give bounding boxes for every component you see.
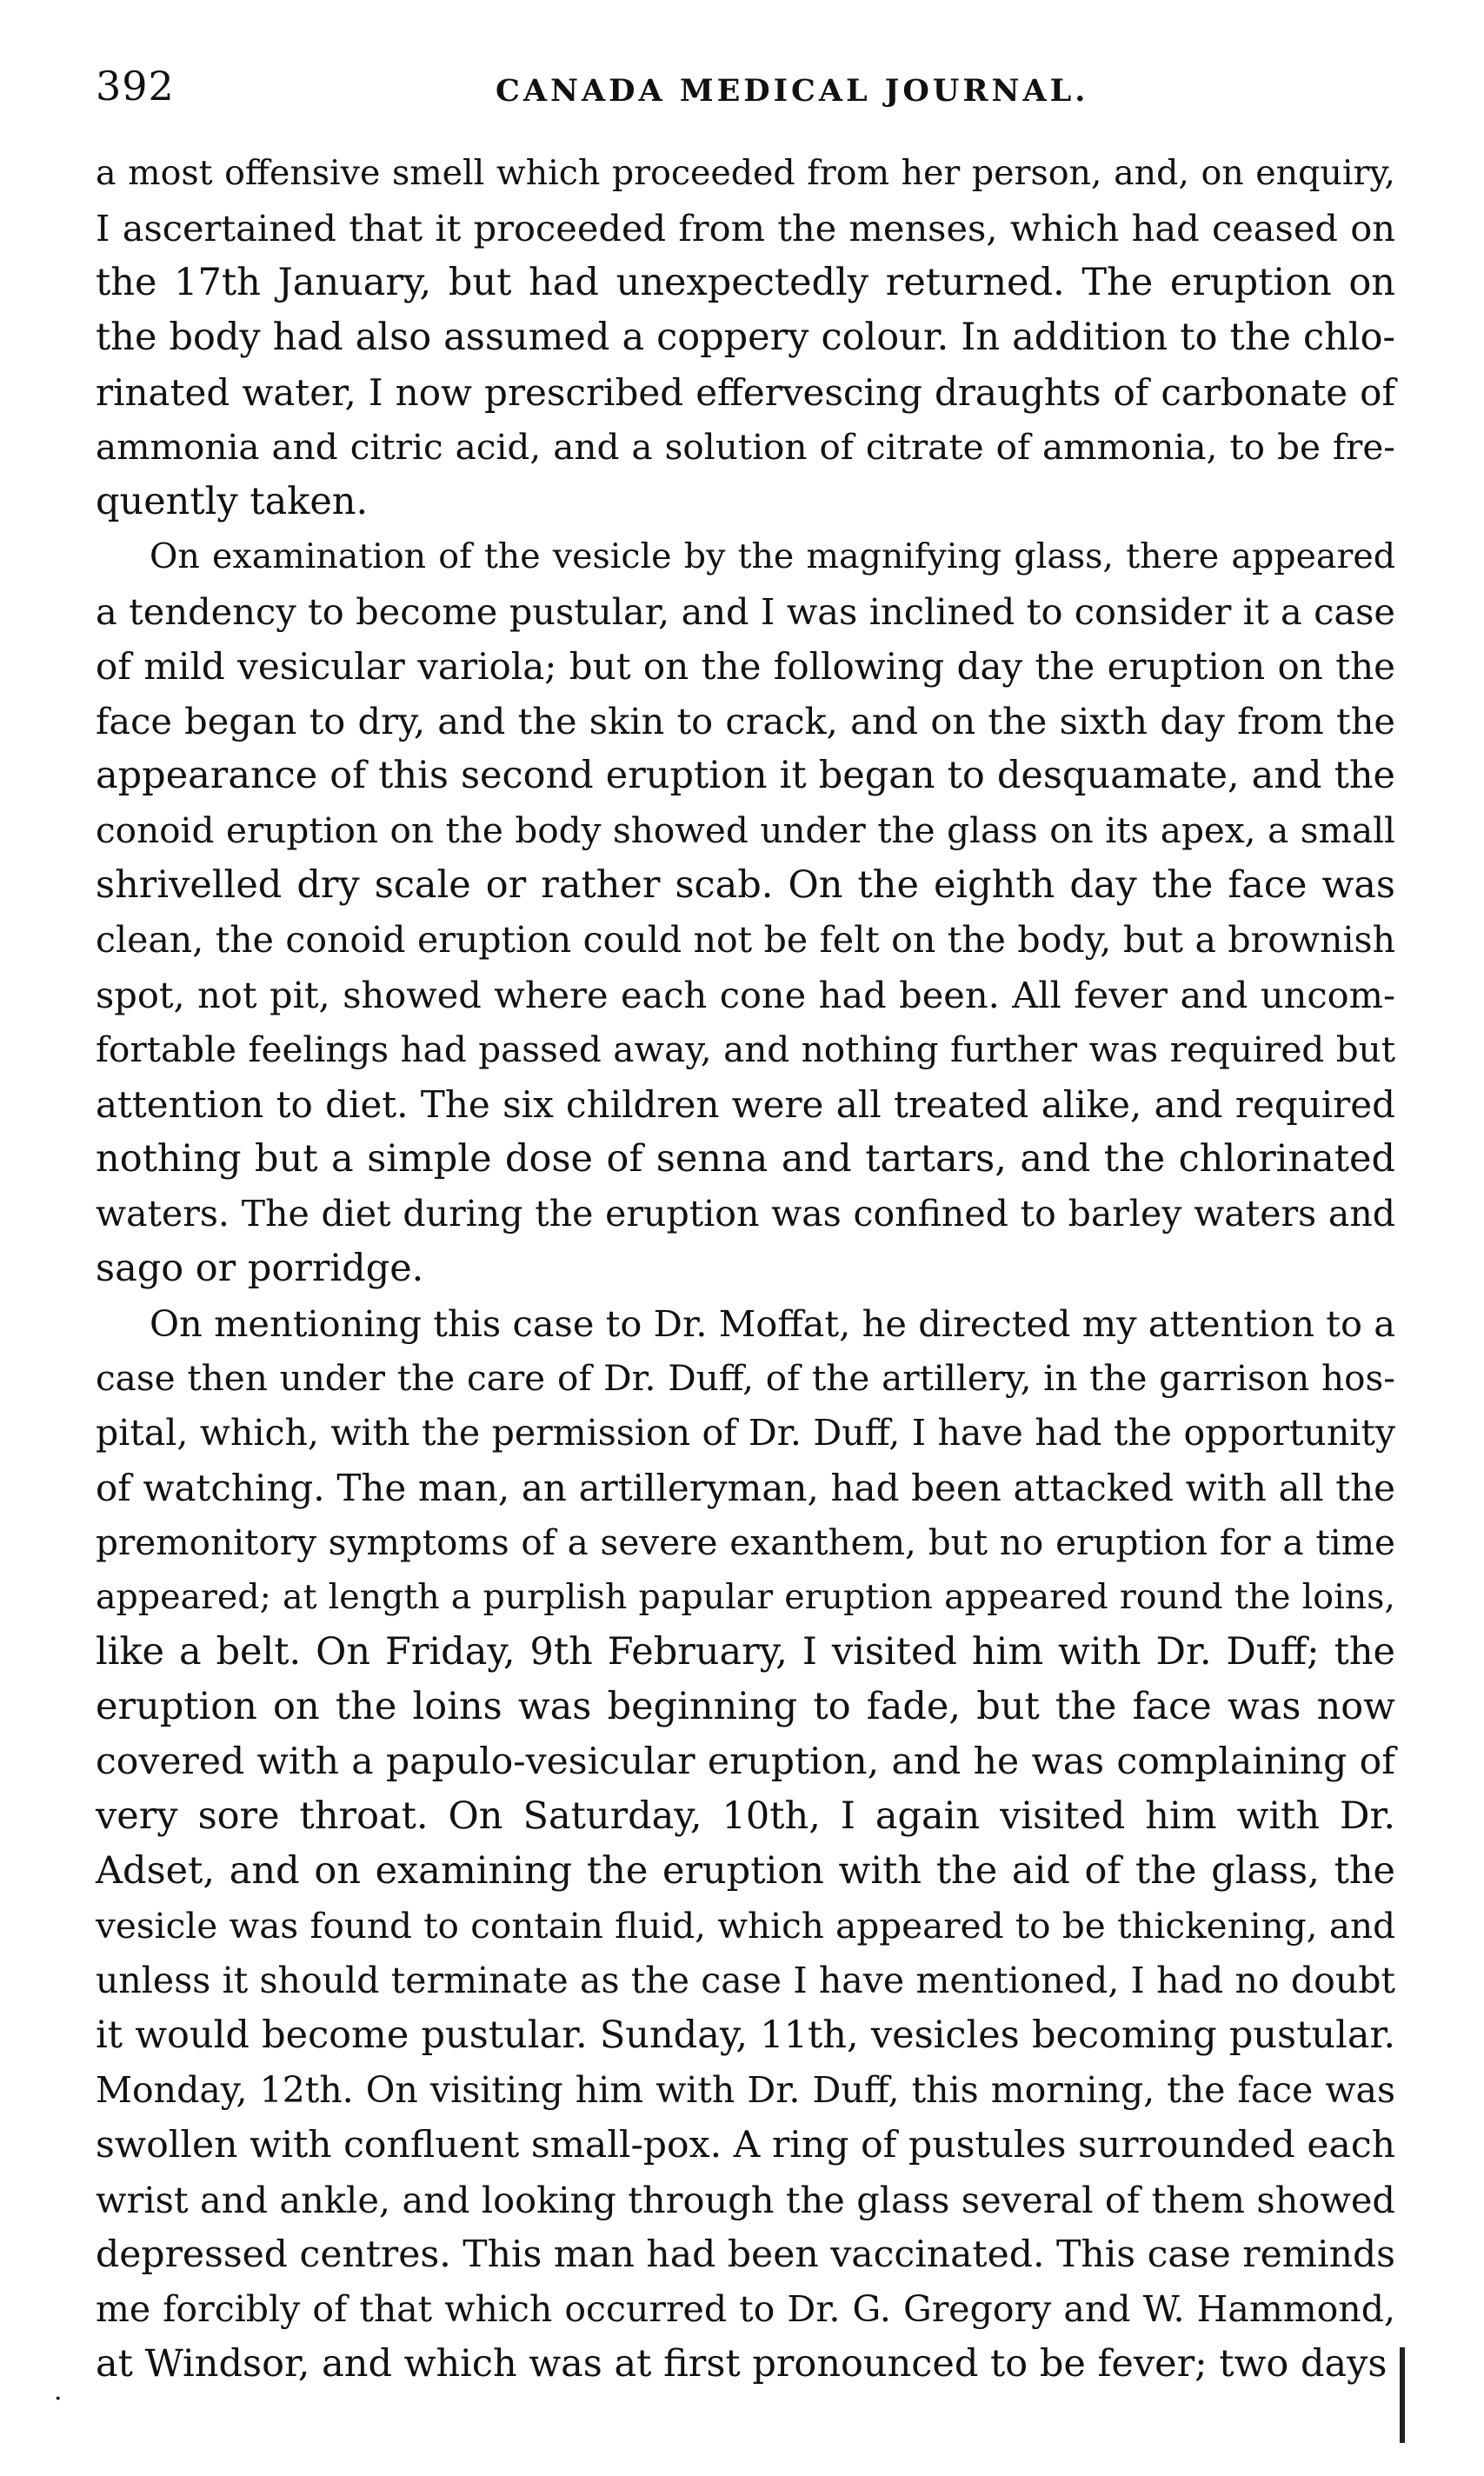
text-line: Adset, and on examining the eruption with the aid of the glass, the — [96, 1849, 1395, 1893]
text-line: On mentioning this case to Dr. Moffat, he directed my attention to a — [150, 1302, 1395, 1345]
text-line: depressed centres. This man had been vaccinated. This case reminds — [96, 2233, 1395, 2276]
text-line: pital, which, with the permission of Dr. Duff, I have had the opportunity — [96, 1412, 1395, 1454]
text-line: premonitory symptoms of a severe exanthem, but no eruption for a time — [96, 1521, 1395, 1563]
text-line: sago or porridge. — [96, 1247, 424, 1290]
text-line: Monday, 12th. On visiting him with Dr. Duff, this morning, the face was — [96, 2069, 1395, 2111]
text-line: attention to diet. The six children were all treated alike, and required — [96, 1083, 1395, 1126]
text-line: fortable feelings had passed away, and nothing further was required but — [96, 1028, 1395, 1070]
text-line: the 17th January, but had unexpectedly returned. The eruption on — [96, 261, 1395, 304]
text-line: of mild vesicular variola; but on the following day the eruption on the — [96, 645, 1395, 688]
text-line: unless it should terminate as the case I have mentioned, I had no doubt — [96, 1960, 1395, 2001]
text-line: it would become pustular. Sunday, 11th, vesicles becoming pustular. — [96, 2013, 1395, 2057]
text-line: shrivelled dry scale or rather scab. On the eighth day the face was — [96, 863, 1395, 907]
text-line: clean, the conoid eruption could not be felt on the body, but a brownish — [96, 919, 1395, 961]
text-line: covered with a papulo-vesicular eruption, and he was complaining of — [96, 1741, 1395, 1783]
text-line: face began to dry, and the skin to crack, and on the sixth day from the — [96, 700, 1395, 742]
text-line: vesicle was found to contain fluid, which appeared to be thickening, and — [96, 1905, 1395, 1947]
text-line: case then under the care of Dr. Duff, of the artillery, in the garrison hos- — [96, 1357, 1395, 1399]
page-edge-mark — [1400, 2347, 1405, 2443]
article-body — [96, 146, 1408, 2392]
text-line: appeared; at length a purplish papular eruption appeared round the loins, — [96, 1577, 1395, 1617]
text-line: very sore throat. On Saturday, 10th, I again visited him with Dr. — [96, 1794, 1395, 1838]
paragraph — [96, 529, 1408, 1296]
text-line: appearance of this second eruption it began to desquamate, and the — [96, 754, 1395, 797]
text-line: like a belt. On Friday, 9th February, I visited him with Dr. Duff; the — [96, 1630, 1395, 1674]
text-line: a tendency to become pustular, and I was inclined to consider it a case — [96, 590, 1395, 633]
margin-tick-mark: · — [54, 2384, 63, 2414]
text-line: me forcibly of that which occurred to Dr. G. Gregory and W. Hammond, — [96, 2288, 1395, 2330]
text-line: waters. The diet during the eruption was confined to barley waters and — [96, 1193, 1395, 1235]
text-line: the body had also assumed a coppery colour. In addition to the chlo- — [96, 316, 1395, 359]
text-line: wrist and ankle, and looking through the glass several of them showed — [96, 2179, 1395, 2221]
page-number: 392 — [96, 63, 175, 110]
text-line: a most offensive smell which proceeded from her person, and, on enquiry, — [96, 153, 1395, 193]
text-line: of watching. The man, an artilleryman, had been attacked with all the — [96, 1467, 1395, 1509]
text-line: rinated water, I now prescribed effervescing draughts of carbonate of — [96, 371, 1395, 414]
text-line: swollen with confluent small-pox. A ring of pustules surrounded each — [96, 2124, 1395, 2166]
text-line: spot, not pit, showed where each cone had been. All fever and uncom- — [96, 974, 1395, 1016]
text-line: nothing but a simple dose of senna and tartars, and the chlorinated — [96, 1137, 1395, 1181]
text-line: quently taken. — [96, 480, 369, 523]
text-line: conoid eruption on the body showed under the glass on its apex, a small — [96, 809, 1395, 851]
text-line: at Windsor, and which was at first pronounced to be fever; two days — [96, 2342, 1388, 2386]
journal-title: CANADA MEDICAL JOURNAL. — [496, 73, 1089, 109]
paragraph — [96, 146, 1408, 529]
text-line: On examination of the vesicle by the magnifying glass, there appeared — [150, 536, 1395, 576]
text-line: ammonia and citric acid, and a solution of citrate of ammonia, to be fre- — [96, 426, 1395, 468]
text-line: eruption on the loins was beginning to fade, but the face was now — [96, 1685, 1395, 1728]
running-head — [96, 63, 1400, 123]
text-line: I ascertained that it proceeded from the menses, which had ceased on — [96, 207, 1395, 250]
paragraph — [96, 1296, 1408, 2392]
